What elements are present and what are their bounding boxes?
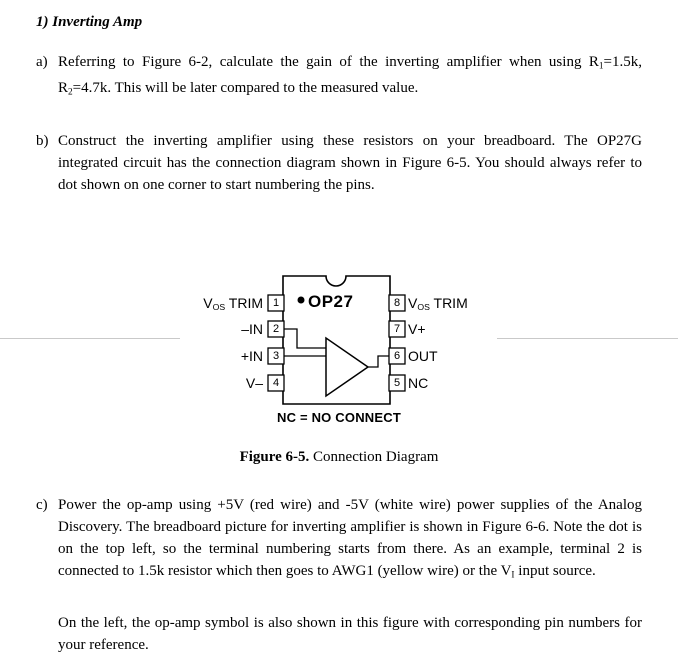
list-item-a: [36, 51, 642, 104]
closing-paragraph: On the left, the op-amp symbol is also shown in this figure with corresponding pin numbers for your reference.: [58, 614, 642, 653]
item-text-c: Power the op-amp using +5V (red wire) and -5V (white wire) power supplies of the Analog Discovery. The breadboard picture for inverting amplifier is shown in Figure 6-6. Note the dot is on the top left, so the terminal numbering starts from there. As an example, terminal 2 is connected to 1.5k resistor which then goes to AWG1 (yellow wire) or the $V_I$ input source.: [58, 496, 642, 580]
pin-label-7: V+: [408, 320, 426, 337]
item-label-b: b): [36, 132, 49, 149]
pin-number-5: 5: [393, 376, 401, 389]
section-heading: 1) Inverting Amp: [36, 14, 143, 30]
nc-note: NC = NO CONNECT: [277, 409, 401, 425]
pin-label-4: V–: [245, 374, 263, 391]
connection-diagram-figure: [0, 270, 678, 432]
pin-number-2: 2: [272, 322, 280, 335]
pin-number-4: 4: [272, 376, 280, 389]
pin-label-3: +IN: [240, 347, 263, 364]
pin1-dot: [298, 296, 305, 303]
pin-number-6: 6: [393, 349, 401, 362]
pin-label-6: OUT: [408, 347, 438, 364]
figure-caption: [36, 446, 642, 468]
figure-caption-number: Figure 6-5.: [239, 448, 310, 465]
pin-number-3: 3: [272, 349, 280, 362]
pin-label-1: $V_{OS}$ TRIM: [203, 294, 263, 312]
pin-number-7: 7: [393, 322, 401, 335]
item-label-a: a): [36, 54, 48, 70]
figure-caption-text: Connection Diagram: [309, 448, 439, 465]
list-item-b: [36, 130, 642, 196]
pin-number-8: 8: [393, 296, 401, 309]
pin-label-8: $V_{OS}$ TRIM: [408, 294, 468, 312]
pin-label-2: –IN: [241, 320, 263, 337]
item-text-b: Construct the inverting amplifier using these resistors on your breadboard. The OP27G integrated circuit has the connection diagram shown in Figure 6-5. You should always refer to dot shown on one corner to start numbering the pins.: [58, 132, 642, 193]
item-label-c: c): [36, 496, 48, 513]
chip-label: OP27: [308, 291, 354, 311]
item-text-a: Referring to Figure 6-2, calculate the gain of the inverting amplifier when using $R_1=1.5k$, $R_2=4.7k$. This will be later compared to the measured value.: [58, 54, 642, 98]
list-item-c: [36, 494, 642, 586]
pin-number-1: 1: [272, 296, 280, 309]
pin-label-5: NC: [408, 374, 429, 391]
